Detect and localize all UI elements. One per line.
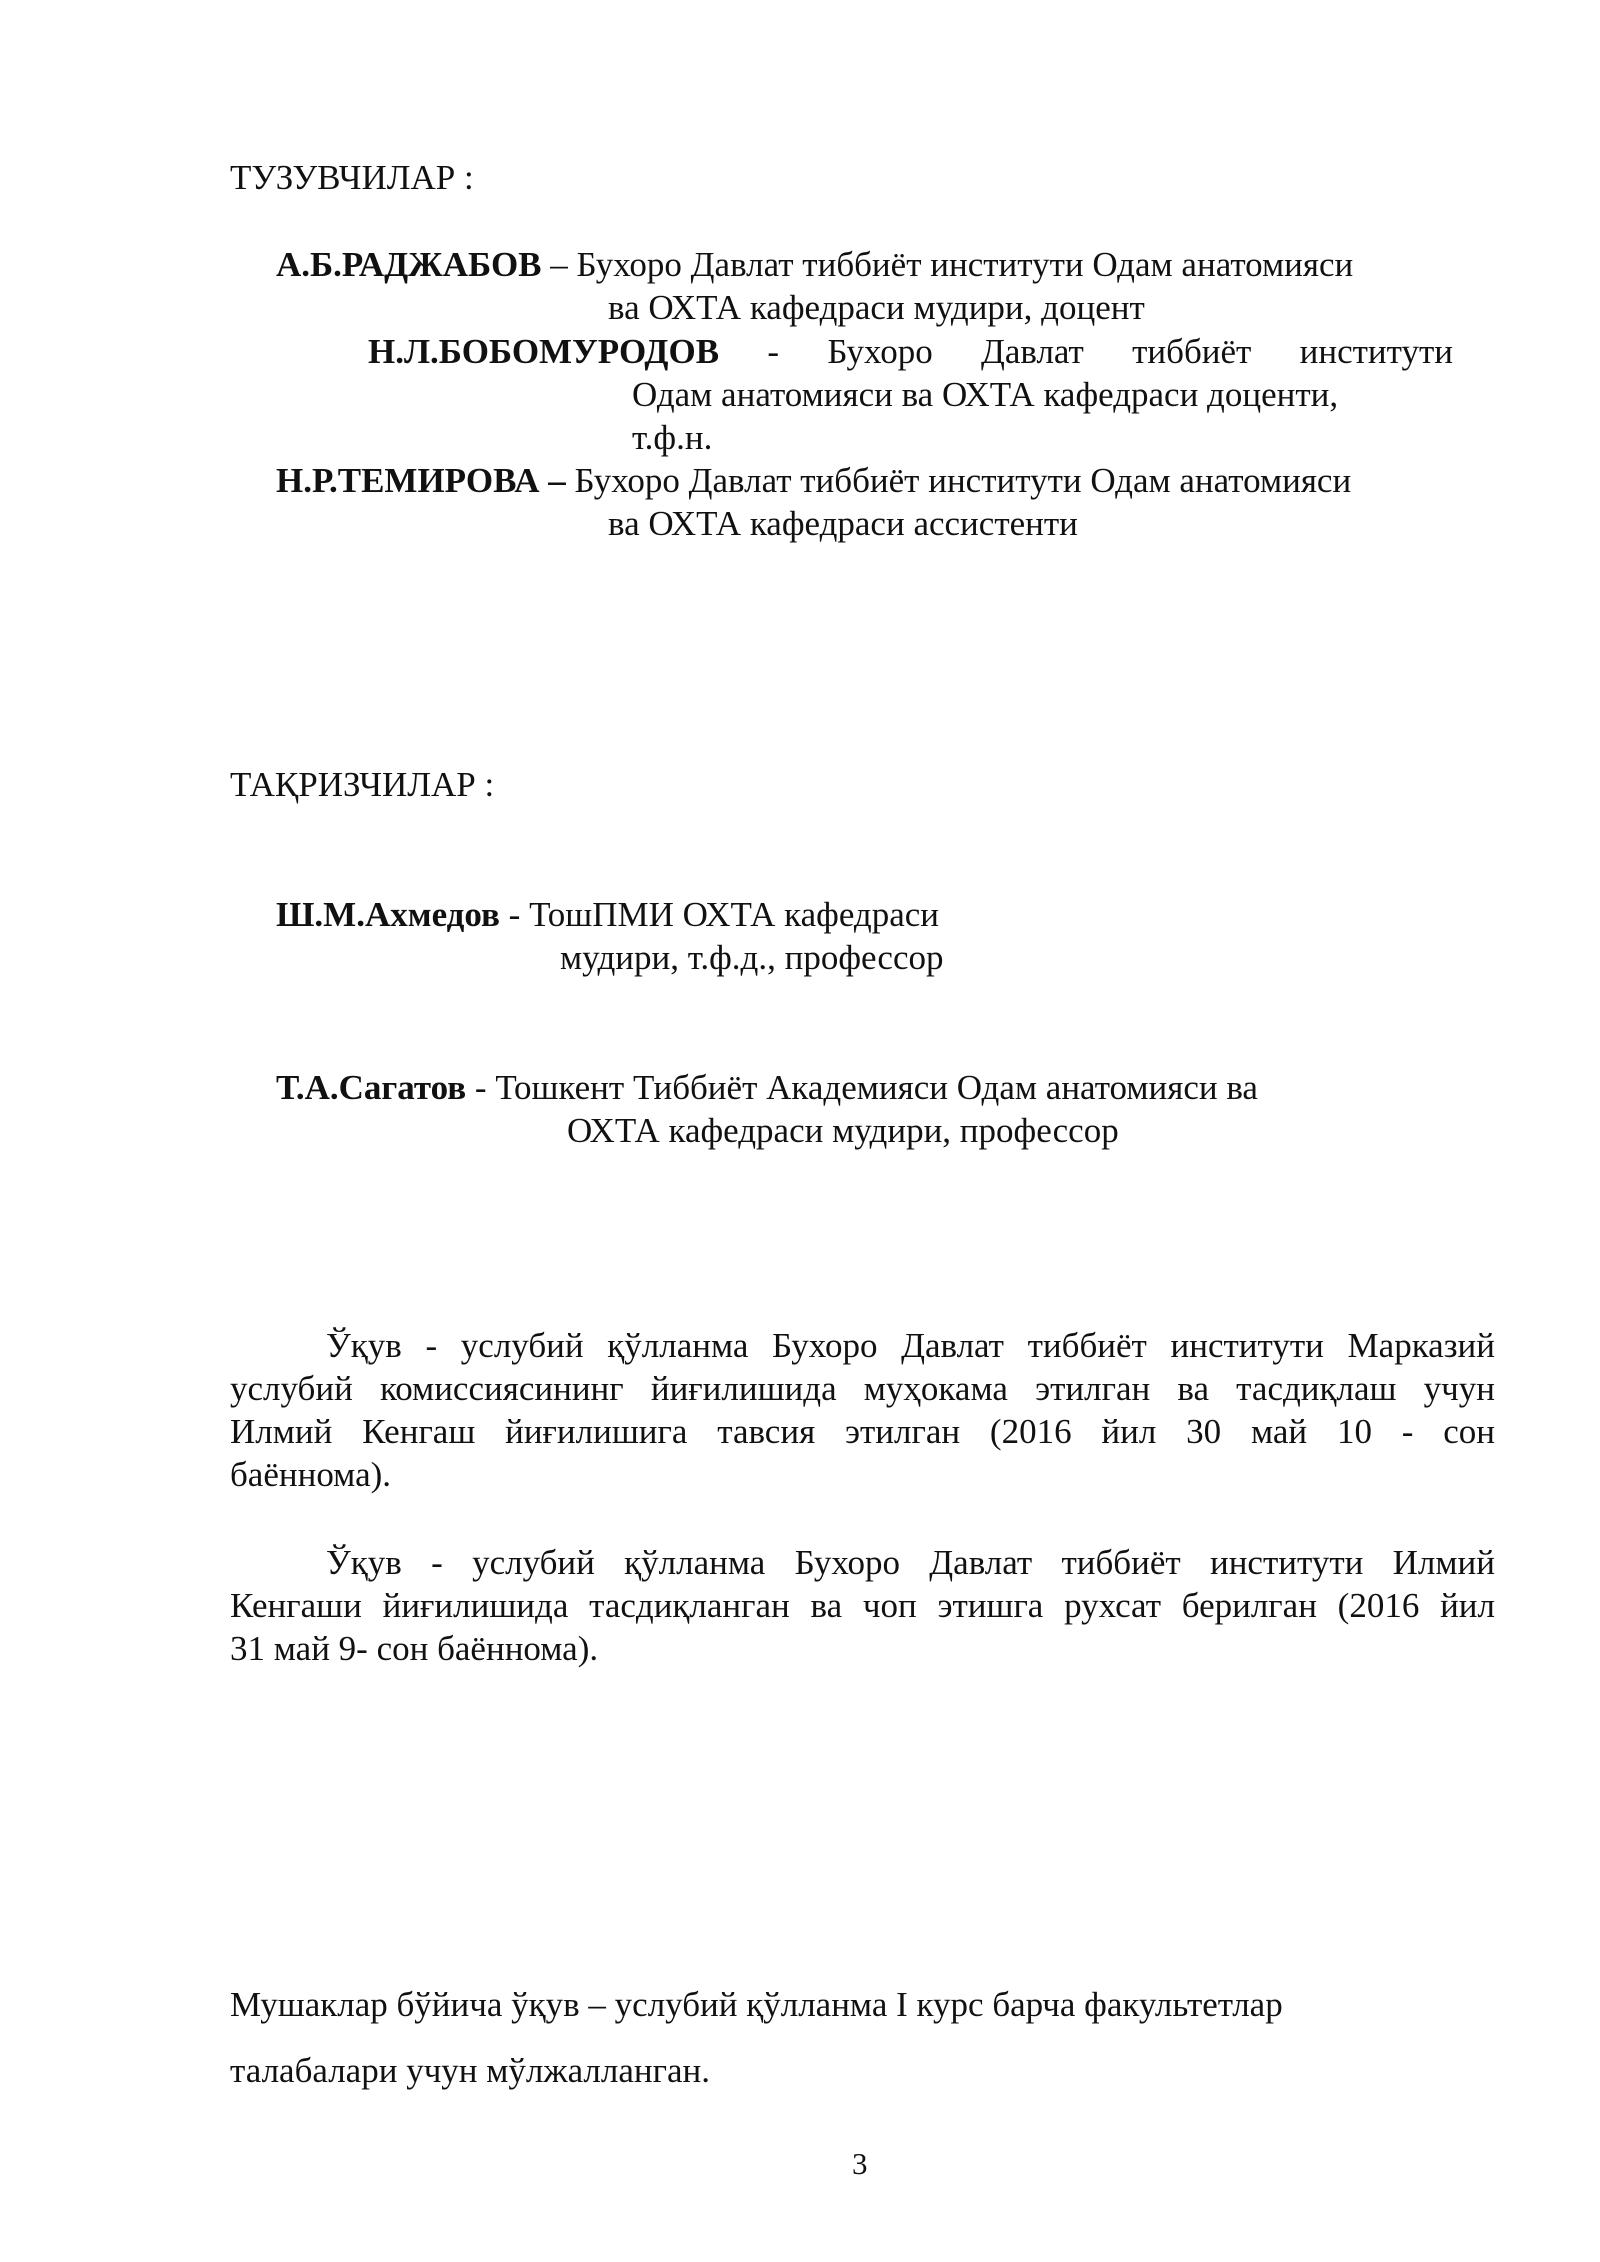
compiler-separator: –	[539, 461, 575, 500]
purpose-line-2: талабалари учун мўлжалланган.	[230, 2051, 710, 2090]
compiler-name: А.Б.РАДЖАБОВ	[276, 245, 542, 284]
compiler-entry-1	[276, 243, 1353, 286]
page-number: 3	[852, 2146, 868, 2181]
compiler-separator: –	[541, 245, 577, 284]
paragraph-line: Ўқув - услубий қўлланма Бухоро Давлат тиббиёт институти Илмий	[326, 1543, 1495, 1582]
compilers-heading: ТУЗУВЧИЛАР :	[230, 158, 474, 197]
approval-paragraph-1	[230, 1324, 1495, 1496]
reviewer-name: Т.А.Сагатов	[276, 1068, 467, 1107]
compiler-entry-3	[276, 459, 1351, 502]
reviewer-affiliation-line: ТошПМИ ОХТА кафедраси	[529, 895, 940, 934]
compiler-affiliation-line: Одам анатомияси ва ОХТА кафедраси доценти,	[632, 375, 1339, 414]
reviewer-name: Ш.М.Ахмедов	[276, 895, 500, 934]
paragraph-line: услубий комиссиясининг йиғилишида муҳокама этилган ва тасдиқлаш учун	[230, 1369, 1495, 1408]
compiler-name: Н.Л.БОБОМУРОДОВ	[368, 332, 720, 371]
compiler-separator: -	[719, 332, 828, 371]
paragraph-line: 31 май 9- сон баённома).	[230, 1629, 599, 1668]
paragraph-line: баённома).	[230, 1455, 392, 1494]
reviewer-entry-1	[276, 893, 939, 936]
compiler-affiliation-line: ва ОХТА кафедраси ассистенти	[608, 504, 1078, 543]
reviewers-heading: ТАҚРИЗЧИЛАР :	[230, 765, 495, 804]
purpose-line-1: Мушаклар бўйича ўқув – услубий қўлланма I курс барча факультетлар	[230, 1985, 1283, 2024]
approval-paragraph-2	[230, 1541, 1495, 1670]
reviewer-separator: -	[466, 1068, 496, 1107]
compiler-degree: т.ф.н.	[632, 418, 713, 457]
reviewer-affiliation-line: ОХТА кафедраси мудири, профессор	[567, 1111, 1119, 1150]
reviewer-affiliation-line: мудири, т.ф.д., профессор	[560, 938, 944, 977]
reviewer-entry-2	[276, 1066, 1258, 1109]
compiler-name: Н.Р.ТЕМИРОВА	[276, 461, 540, 500]
paragraph-line: Ўқув - услубий қўлланма Бухоро Давлат тиббиёт институти Марказий	[326, 1326, 1495, 1365]
paragraph-line: Илмий Кенгаш йиғилишига тавсия этилган (2016 йил 30 май 10 - сон	[230, 1412, 1495, 1451]
compiler-affiliation-line: Бухоро Давлат тиббиёт институти Одам анатомияси	[576, 245, 1354, 284]
reviewer-separator: -	[499, 895, 530, 934]
reviewer-affiliation-line: Тошкент Тиббиёт Академияси Одам анатомияси ва	[495, 1068, 1258, 1107]
compiler-affiliation-line: Бухоро Давлат тиббиёт институти	[827, 332, 1454, 371]
compiler-entry-2	[368, 330, 1453, 373]
compiler-affiliation-line: Бухоро Давлат тиббиёт институти Одам анатомияси	[574, 461, 1352, 500]
compiler-affiliation-line: ва ОХТА кафедраси мудири, доцент	[608, 288, 1145, 327]
paragraph-line: Кенгаши йиғилишида тасдиқланган ва чоп этишга рухсат берилган (2016 йил	[230, 1586, 1495, 1625]
